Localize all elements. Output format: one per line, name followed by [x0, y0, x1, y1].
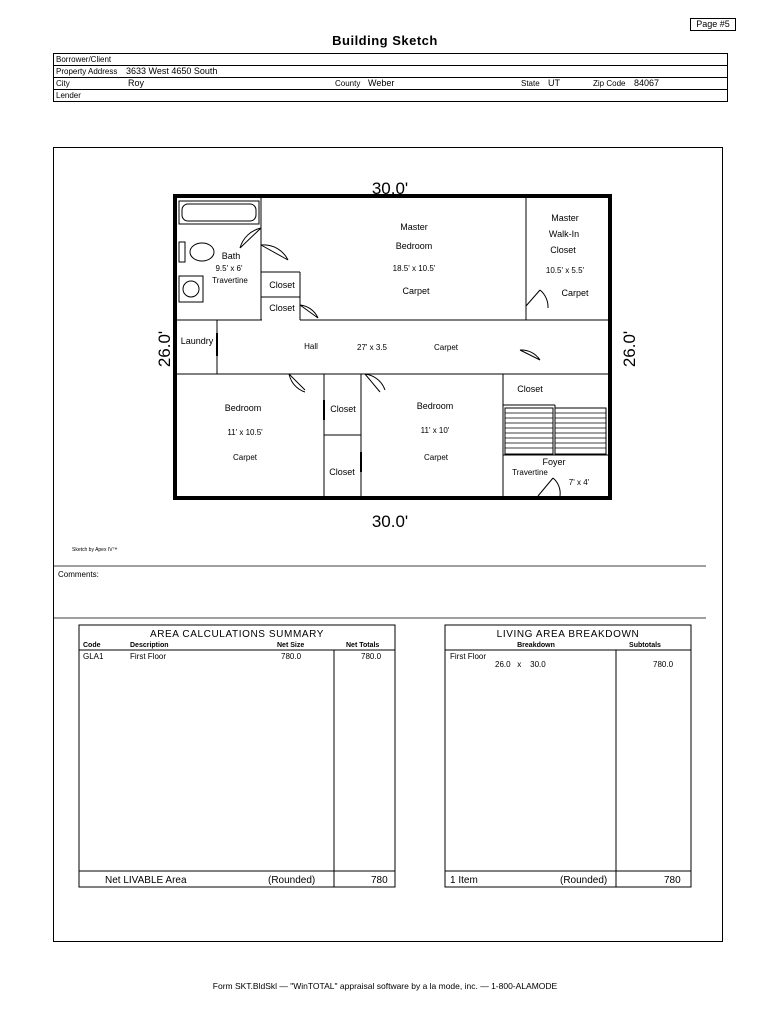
col-code: Code — [83, 642, 101, 649]
hall-size: 27' x 3.5 — [357, 343, 387, 352]
row-code: GLA1 — [83, 652, 104, 661]
breakdown-row-label: First Floor — [450, 652, 486, 661]
foyer-name: Foyer — [542, 457, 566, 467]
hall-name: Hall — [304, 342, 318, 351]
master-bedroom-line1: Master — [400, 222, 428, 232]
foyer-size: 7' x 4' — [568, 478, 590, 487]
closet-lower: Closet — [269, 303, 295, 313]
walkin-line3: Closet — [550, 245, 576, 255]
breakdown-title: LIVING AREA BREAKDOWN — [496, 629, 640, 640]
state-value: UT — [548, 78, 560, 88]
dimension-top: 30.0' — [371, 179, 409, 198]
walkin-line1: Master — [551, 213, 579, 223]
state-label: State — [521, 79, 540, 88]
breakdown-value: 780 — [664, 875, 681, 886]
zip-label: Zip Code — [593, 79, 626, 88]
comments-label: Comments: — [58, 570, 99, 579]
breakdown-row-subtotal: 780.0 — [653, 660, 674, 669]
col-net-size: Net Size — [277, 642, 305, 649]
area-summary-title: AREA CALCULATIONS SUMMARY — [149, 629, 325, 640]
city-label: City — [56, 79, 70, 88]
col-subtotals: Subtotals — [629, 642, 661, 649]
living-breakdown-table — [445, 625, 691, 887]
bath-size: 9.5' x 6' — [215, 264, 243, 273]
row-description: First Floor — [130, 652, 166, 661]
sketch-credit: Sketch by Apex IV™ — [72, 547, 118, 553]
walkin-line2: Walk-In — [548, 229, 580, 239]
walkin-size: 10.5' x 5.5' — [545, 266, 585, 275]
page-title: Building Sketch — [332, 33, 438, 48]
hall-floor: Carpet — [433, 343, 459, 352]
breakdown-items: 1 Item — [450, 875, 478, 886]
col-net-totals: Net Totals — [346, 642, 380, 649]
row-net-size: 780.0 — [281, 652, 302, 661]
master-bedroom-line2: Bedroom — [395, 241, 433, 251]
walkin-floor: Carpet — [561, 288, 589, 298]
foyer-floor: Travertine — [512, 468, 548, 477]
net-livable-rounded: (Rounded) — [268, 875, 316, 886]
closet-foyer: Closet — [517, 384, 543, 394]
dimension-right: 26.0' — [620, 330, 639, 368]
row-net-total: 780.0 — [361, 652, 382, 661]
county-label: County — [335, 79, 361, 88]
toilet-icon — [179, 242, 214, 262]
bedroom3-size: 11' x 10' — [420, 426, 450, 435]
closet-bed2: Closet — [330, 404, 356, 414]
lender-label: Lender — [56, 91, 81, 100]
form-footer: Form SKT.BldSkl — "WinTOTAL" appraisal software by a la mode, inc. — 1-800-ALAMODE — [212, 981, 558, 991]
breakdown-rounded: (Rounded) — [560, 875, 608, 886]
bath-name: Bath — [221, 251, 241, 261]
net-livable-label: Net LIVABLE Area — [105, 875, 187, 886]
borrower-label: Borrower/Client — [56, 55, 112, 64]
col-description: Description — [130, 642, 169, 649]
address-value: 3633 West 4650 South — [126, 66, 218, 76]
room-labels — [181, 213, 590, 487]
dimension-bottom: 30.0' — [371, 512, 409, 531]
city-value: Roy — [128, 78, 145, 88]
breakdown-row-calc: 26.0 x 30.0 — [495, 660, 546, 669]
master-bedroom-size: 18.5' x 10.5' — [392, 264, 436, 273]
address-label: Property Address — [56, 67, 118, 76]
page-number: Page #5 — [690, 18, 736, 31]
master-bedroom-floor: Carpet — [402, 286, 430, 296]
laundry-label: Laundry — [180, 336, 214, 346]
bedroom2-size: 11' x 10.5' — [227, 428, 263, 437]
bedroom2-name: Bedroom — [224, 403, 262, 413]
county-value: Weber — [368, 78, 395, 88]
area-summary-table — [79, 625, 395, 887]
closet-bed3: Closet — [329, 467, 355, 477]
dimension-left: 26.0' — [155, 330, 174, 368]
zip-value: 84067 — [634, 78, 660, 88]
closet-upper: Closet — [269, 280, 295, 290]
net-livable-value: 780 — [371, 875, 388, 886]
col-breakdown: Breakdown — [517, 642, 555, 649]
bedroom3-name: Bedroom — [416, 401, 454, 411]
bath-floor: Travertine — [212, 276, 248, 285]
bathtub-icon — [179, 201, 259, 224]
sink-icon — [179, 276, 203, 302]
bedroom3-floor: Carpet — [423, 453, 449, 462]
bedroom2-floor: Carpet — [232, 453, 258, 462]
